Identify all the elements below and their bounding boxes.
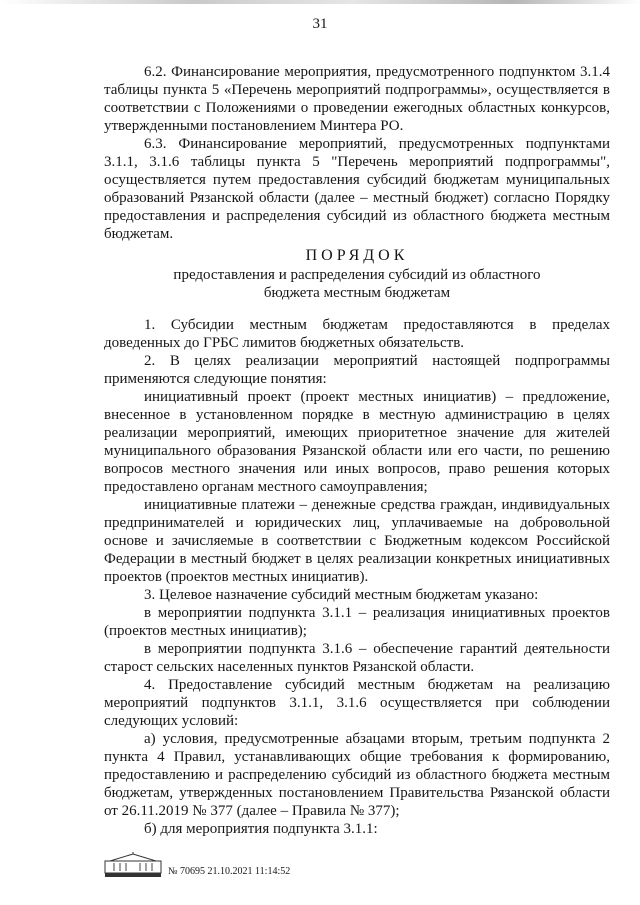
title-word: ПОРЯДОК bbox=[305, 247, 409, 264]
intro-block bbox=[104, 63, 610, 243]
paragraph-6-2: 6.2. Финансирование мероприятия, предусмотренного подпунктом 3.1.4 таблицы пункта 5 «Перечень мероприятий подпрограммы», осуществляется в соответствии с Положениями о проведении ежегодных областных конкурсов, утвержденными постановлением Минтера РО. bbox=[104, 64, 610, 134]
title-line-1: предоставления и распределения субсидий из областного bbox=[173, 267, 541, 283]
condition-a: а) условия, предусмотренные абзацами вторым, третьим подпункта 2 пункта 4 Правил, устанавливающих общие требования к формированию, предоставлению и распределению субсидий из областного бюджета местным бюджетам, утвержденных постановлением Правительства Рязанской области от 26.11.2019 № 377 (далее – Правила № 377); bbox=[104, 731, 610, 819]
scan-edge bbox=[0, 0, 640, 4]
procedure-body bbox=[104, 316, 610, 838]
paragraph-3: 3. Целевое назначение субсидий местным бюджетам указано: bbox=[144, 587, 539, 603]
condition-b: б) для мероприятия подпункта 3.1.1: bbox=[144, 821, 378, 837]
footer bbox=[104, 852, 544, 882]
paragraph-1: 1. Субсидии местным бюджетам предоставляются в пределах доведенных до ГРБС лимитов бюджетных обязательств. bbox=[104, 317, 610, 351]
document-title bbox=[104, 246, 610, 302]
paragraph-4: 4. Предоставление субсидий местным бюджетам на реализацию мероприятий подпунктов 3.1.1, 3.1.6 осуществляется при соблюдении следующих условий: bbox=[104, 677, 610, 729]
definition-initiative-project: инициативный проект (проект местных инициатив) – предложение, внесенное в установленном порядке в местную администрацию в целях реализации мероприятий, имеющих приоритетное значение для жителей муниципального образования Рязанской области или его части, по решению вопросов местного значения или иных вопросов, право решения которых предоставлено органам местного самоуправления; bbox=[104, 389, 610, 495]
item-3-1-1: в мероприятии подпункта 3.1.1 – реализация инициативных проектов (проектов местных инициатив); bbox=[104, 605, 610, 639]
government-seal-icon bbox=[104, 852, 162, 878]
definition-initiative-payments: инициативные платежи – денежные средства граждан, индивидуальных предпринимателей и юридических лиц, уплачиваемые на добровольной основе и зачисляемые в соответствии с Бюджетным кодексом Российской Федерации в местный бюджет в целях реализации конкретных инициативных проектов (проектов местных инициатив). bbox=[104, 497, 610, 585]
paragraph-2: 2. В целях реализации мероприятий настоящей подпрограммы применяются следующие понятия: bbox=[104, 353, 610, 387]
paragraph-6-3: 6.3. Финансирование мероприятий, предусмотренных подпунктами 3.1.1, 3.1.6 таблицы пункта 5 "Перечень мероприятий подпрограммы", осуществляется путем предоставления субсидий бюджетам муниципальных образований Рязанской области (далее – местный бюджет) согласно Порядку предоставления и распределения субсидий из областного бюджета местным бюджетам. bbox=[104, 136, 610, 242]
page-number: 31 bbox=[312, 16, 328, 32]
item-3-1-6: в мероприятии подпункта 3.1.6 – обеспечение гарантий деятельности старост сельских населенных пунктов Рязанской области. bbox=[104, 641, 610, 675]
title-line-2: бюджета местным бюджетам bbox=[263, 285, 451, 301]
registration-stamp: № 70695 21.10.2021 11:14:52 bbox=[168, 866, 291, 877]
